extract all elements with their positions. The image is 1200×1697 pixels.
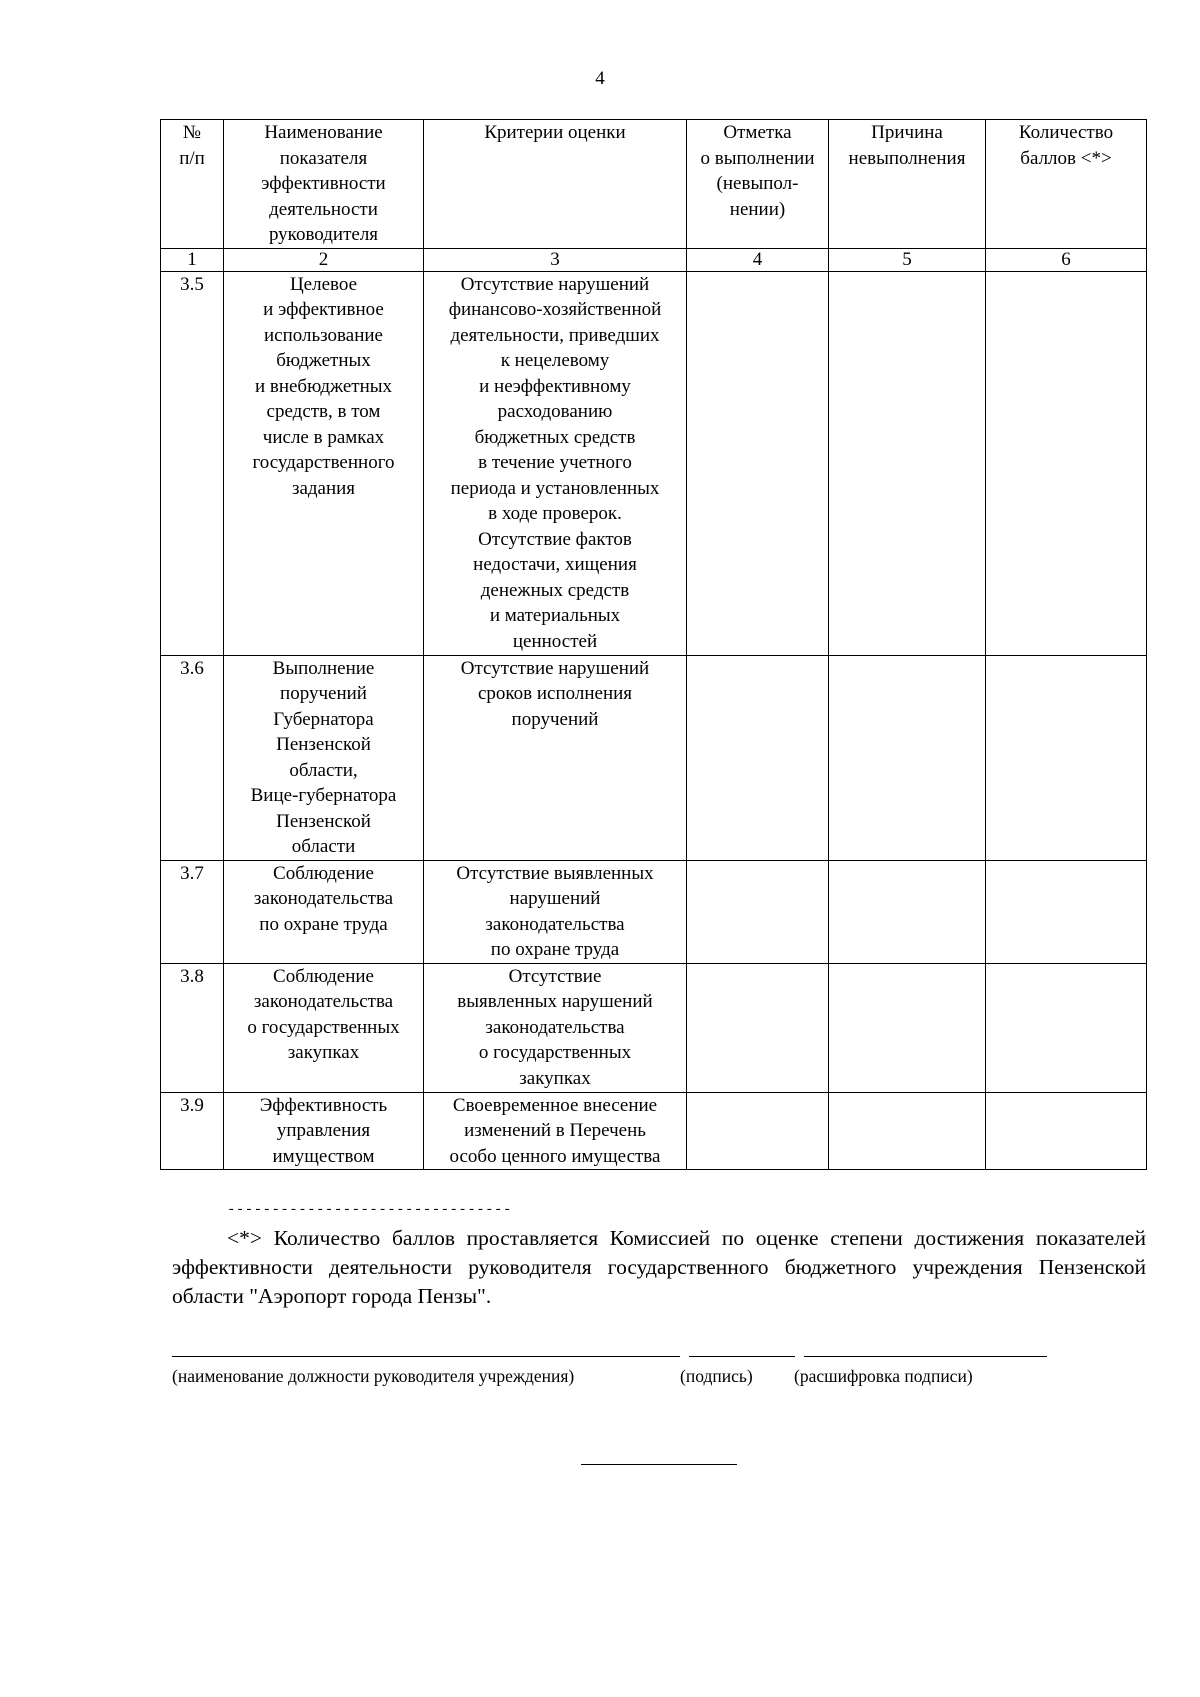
- completion-mark-cell: [687, 655, 829, 860]
- score-cell: [986, 860, 1147, 963]
- header-criteria: Критерии оценки: [424, 120, 687, 249]
- row-number: 3.8: [161, 963, 224, 1092]
- indicator-name: Выполнение поручений Губернатора Пензенской области, Вице-губернатора Пензенской области: [224, 655, 424, 860]
- position-signature-line: [172, 1356, 680, 1357]
- indicator-name: Эффективность управления имуществом: [224, 1092, 424, 1170]
- failure-reason-cell: [829, 860, 986, 963]
- score-cell: [986, 963, 1147, 1092]
- column-number-row: [161, 248, 1147, 271]
- signature-captions: [0, 1366, 1200, 1390]
- header-failure-reason: Причина невыполнения: [829, 120, 986, 249]
- column-number: 5: [829, 248, 986, 271]
- criteria-text: Отсутствие нарушений сроков исполнения поручений: [424, 655, 687, 860]
- footnote-text: <*> Количество баллов проставляется Комиссией по оценке степени достижения показателей эффективности деятельности руководителя государственного бюджетного учреждения Пензенской области "Аэропорт города Пензы".: [172, 1226, 1146, 1308]
- column-number: 1: [161, 248, 224, 271]
- row-number: 3.9: [161, 1092, 224, 1170]
- column-number: 3: [424, 248, 687, 271]
- column-number: 2: [224, 248, 424, 271]
- header-score: Количество баллов <*>: [986, 120, 1147, 249]
- completion-mark-cell: [687, 860, 829, 963]
- decoding-caption: (расшифровка подписи): [794, 1366, 973, 1386]
- criteria-text: Отсутствие выявленных нарушений законодательства по охране труда: [424, 860, 687, 963]
- score-cell: [986, 1092, 1147, 1170]
- table-row: [161, 271, 1147, 655]
- table-row: [161, 963, 1147, 1092]
- score-cell: [986, 655, 1147, 860]
- failure-reason-cell: [829, 655, 986, 860]
- position-caption: (наименование должности руководителя учреждения): [172, 1366, 575, 1386]
- signature-lines: [172, 1340, 1072, 1360]
- criteria-text: Отсутствие выявленных нарушений законодательства о государственных закупках: [424, 963, 687, 1092]
- completion-mark-cell: [687, 963, 829, 1092]
- table-header-row: [161, 120, 1147, 249]
- indicator-name: Целевое и эффективное использование бюджетных и внебюджетных средств, в том числе в рамках государственного задания: [224, 271, 424, 655]
- header-number: № п/п: [161, 120, 224, 249]
- row-number: 3.6: [161, 655, 224, 860]
- header-completion-mark: Отметка о выполнении (невыпол- нении): [687, 120, 829, 249]
- decoding-signature-line: [804, 1356, 1047, 1357]
- evaluation-table: [160, 119, 1147, 1170]
- criteria-text: Отсутствие нарушений финансово-хозяйственной деятельности, приведших к нецелевому и неэффективному расходованию бюджетных средств в течение учетного периода и установленных в ходе проверок. Отсутствие фактов недостачи, хищения денежных средств и материальных ценностей: [424, 271, 687, 655]
- header-indicator-name: Наименование показателя эффективности деятельности руководителя: [224, 120, 424, 249]
- signature-line: [689, 1356, 795, 1357]
- table-row: [161, 1092, 1147, 1170]
- criteria-text: Своевременное внесение изменений в Перечень особо ценного имущества: [424, 1092, 687, 1170]
- completion-mark-cell: [687, 1092, 829, 1170]
- score-cell: [986, 271, 1147, 655]
- indicator-name: Соблюдение законодательства о государственных закупках: [224, 963, 424, 1092]
- column-number: 4: [687, 248, 829, 271]
- footnote-separator: --------------------------------: [227, 1202, 512, 1218]
- indicator-name: Соблюдение законодательства по охране труда: [224, 860, 424, 963]
- failure-reason-cell: [829, 271, 986, 655]
- page-number: 4: [595, 68, 605, 89]
- completion-mark-cell: [687, 271, 829, 655]
- row-number: 3.7: [161, 860, 224, 963]
- table-row: [161, 860, 1147, 963]
- row-number: 3.5: [161, 271, 224, 655]
- document-end-line: [581, 1464, 737, 1465]
- failure-reason-cell: [829, 963, 986, 1092]
- column-number: 6: [986, 248, 1147, 271]
- failure-reason-cell: [829, 1092, 986, 1170]
- table-row: [161, 655, 1147, 860]
- signature-caption: (подпись): [680, 1366, 753, 1386]
